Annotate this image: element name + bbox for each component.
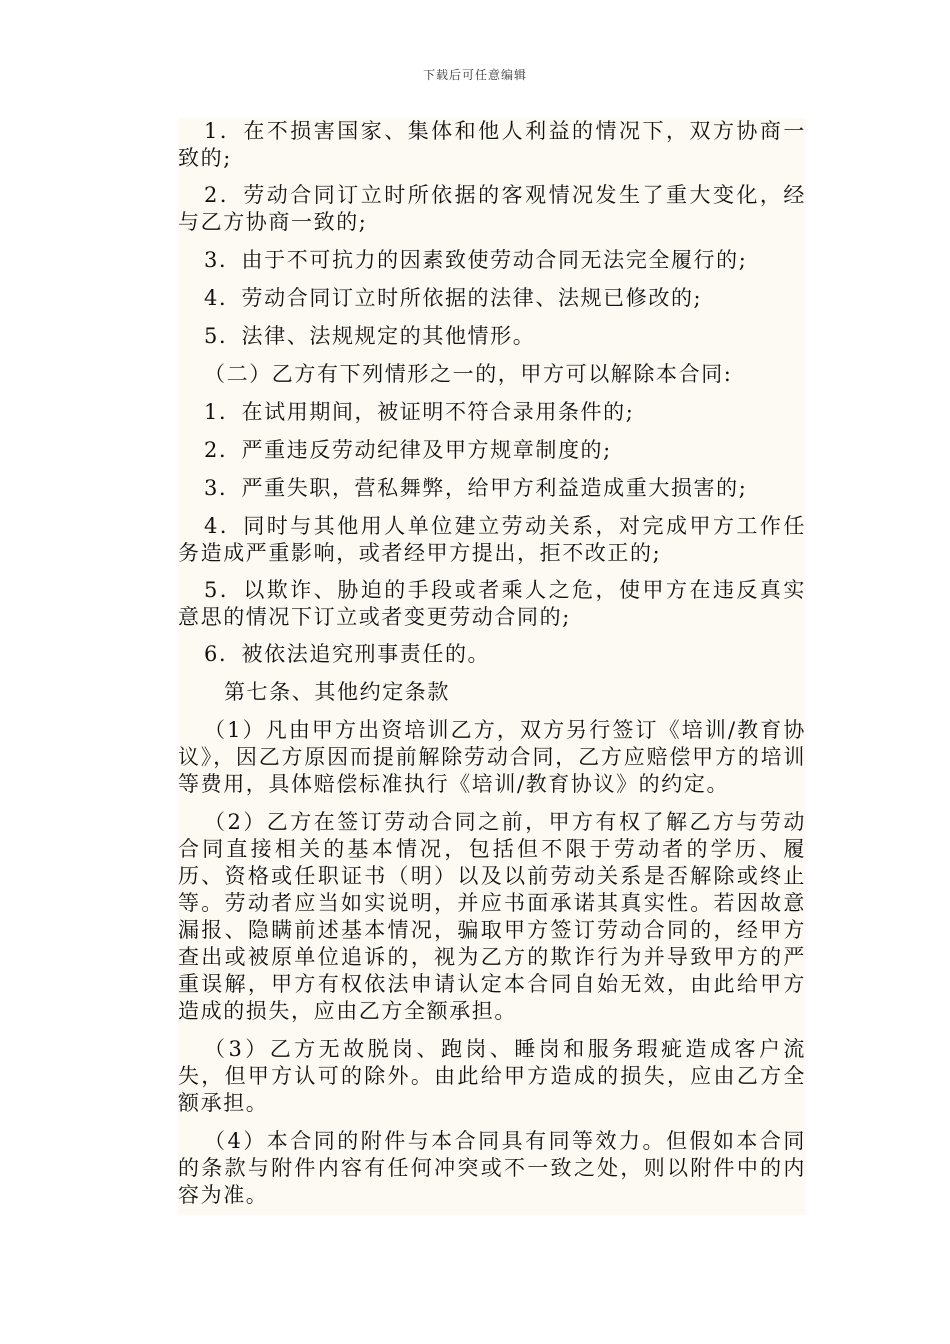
clause-paragraph: 4．劳动合同订立时所依据的法律、法规已修改的; <box>204 286 703 310</box>
clause-paragraph: 2．劳动合同订立时所依据的客观情况发生了重大变化，经与乙方协商一致的; <box>178 183 806 234</box>
contract-body <box>178 118 806 1215</box>
clause-paragraph: 5．以欺诈、胁迫的手段或者乘人之危，使甲方在违反真实意思的情况下订立或者变更劳动合同的; <box>178 578 806 629</box>
article-clause: （4）本合同的附件与本合同具有同等效力。但假如本合同的条款与附件内容有任何冲突或不一致之处，则以附件中的内容为准。 <box>178 1129 806 1207</box>
clause-paragraph: 3．由于不可抗力的因素致使劳动合同无法完全履行的; <box>204 248 748 272</box>
clause-paragraph: 5．法律、法规规定的其他情形。 <box>204 324 536 348</box>
section-heading-2: （二）乙方有下列情形之一的，甲方可以解除本合同: <box>204 362 733 386</box>
article-clause: （2）乙方在签订劳动合同之前，甲方有权了解乙方与劳动合同直接相关的基本情况，包括但不限于劳动者的学历、履历、资格或任职证书（明）以及以前劳动关系是否解除或终止等。劳动者应当如实说明，并应书面承诺其真实性。若因故意漏报、隐瞒前述基本情况，骗取甲方签订劳动合同的，经甲方查出或被原单位追诉的，视为乙方的欺诈行为并导致甲方的严重误解，甲方有权依法申请认定本合同自始无效，由此给甲方造成的损失，应由乙方全额承担。 <box>178 810 806 1023</box>
clause-paragraph: 4．同时与其他用人单位建立劳动关系，对完成甲方工作任务造成严重影响，或者经甲方提出，拒不改正的; <box>178 514 806 565</box>
article-heading: 第七条、其他约定条款 <box>224 680 450 704</box>
clause-paragraph: 1．在不损害国家、集体和他人利益的情况下，双方协商一致的; <box>178 119 806 170</box>
clause-paragraph: 2．严重违反劳动纪律及甲方规章制度的; <box>204 438 612 462</box>
clause-paragraph: 3．严重失职，营私舞弊，给甲方利益造成重大损害的; <box>204 476 748 500</box>
article-clause: （3）乙方无故脱岗、跑岗、睡岗和服务瑕疵造成客户流失，但甲方认可的除外。由此给甲方造成的损失，应由乙方全额承担。 <box>178 1037 806 1115</box>
article-clause: （1）凡由甲方出资培训乙方，双方另行签订《培训/教育协议》，因乙方原因而提前解除劳动合同，乙方应赔偿甲方的培训等费用，具体赔偿标准执行《培训/教育协议》的约定。 <box>178 718 806 796</box>
clause-paragraph: 6．被依法追究刑事责任的。 <box>204 642 491 666</box>
download-note: 下载后可任意编辑 <box>422 68 527 82</box>
clause-paragraph: 1．在试用期间，被证明不符合录用条件的; <box>204 400 635 424</box>
